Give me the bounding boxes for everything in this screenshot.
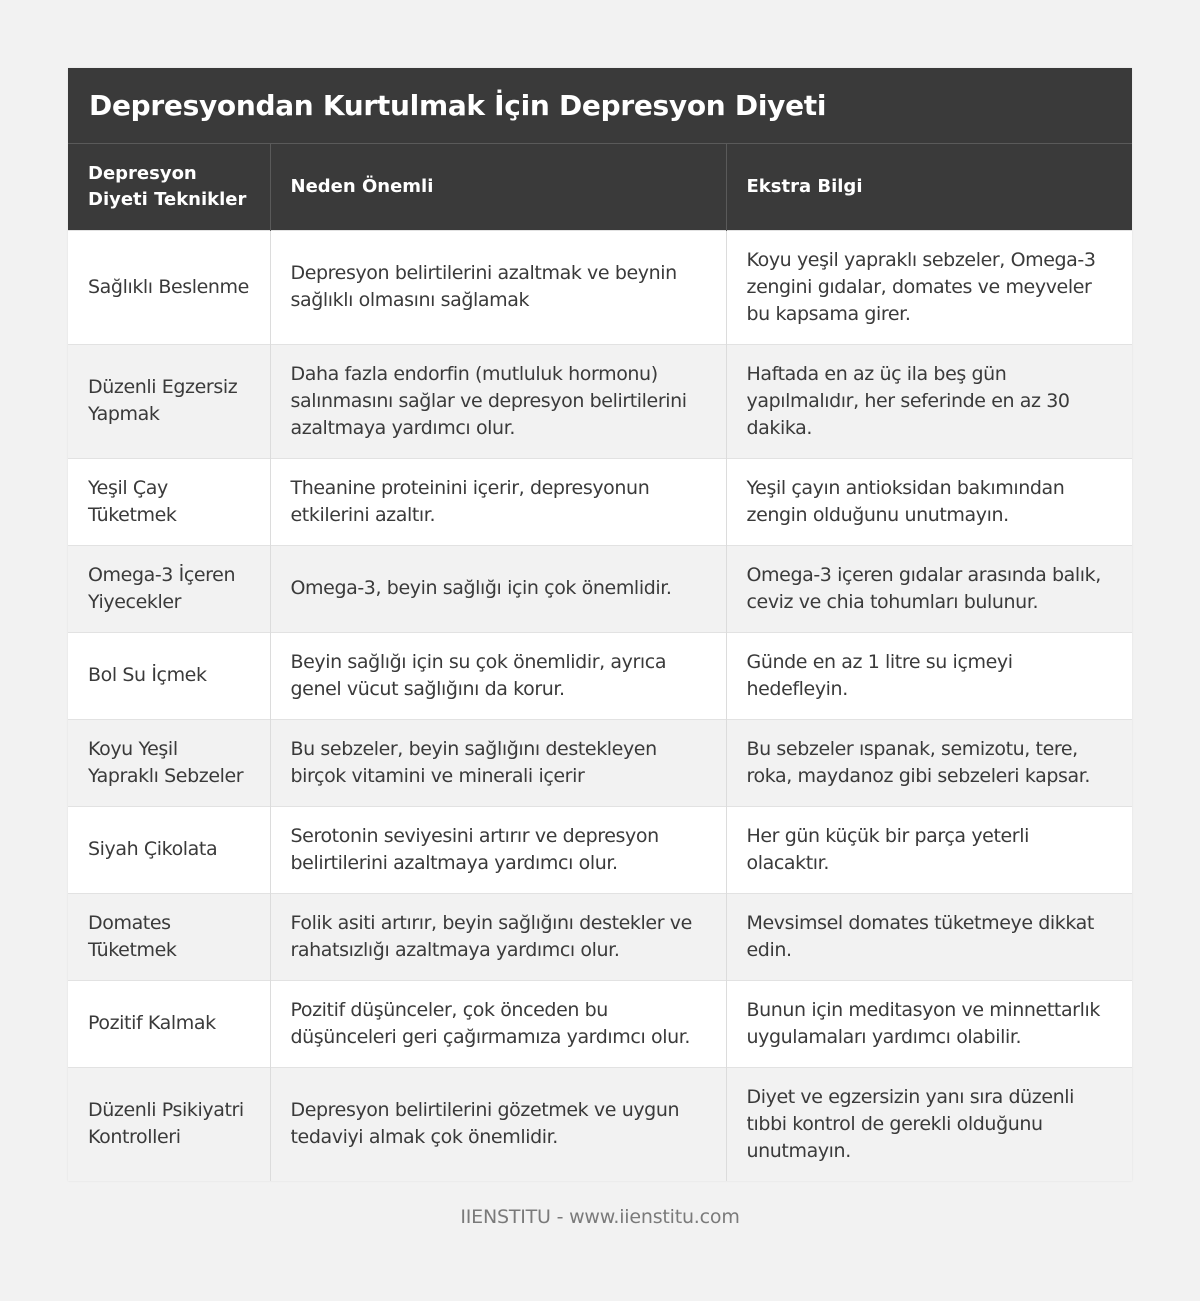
cell-technique: Pozitif Kalmak <box>68 980 270 1067</box>
table-row <box>68 545 1132 632</box>
cell-importance: Pozitif düşünceler, çok önceden bu düşünceleri geri çağırmamıza yardımcı olur. <box>270 980 726 1067</box>
table-row <box>68 719 1132 806</box>
cell-extra-info: Yeşil çayın antioksidan bakımından zengin olduğunu unutmayın. <box>726 458 1132 545</box>
column-header-extra-info: Ekstra Bilgi <box>726 144 1132 230</box>
cell-extra-info: Bu sebzeler ıspanak, semizotu, tere, roka, maydanoz gibi sebzeleri kapsar. <box>726 719 1132 806</box>
cell-importance: Beyin sağlığı için su çok önemlidir, ayrıca genel vücut sağlığını da korur. <box>270 632 726 719</box>
cell-technique: Sağlıklı Beslenme <box>68 230 270 344</box>
cell-importance: Theanine proteinini içerir, depresyonun etkilerini azaltır. <box>270 458 726 545</box>
cell-technique: Omega-3 İçeren Yiyecekler <box>68 545 270 632</box>
cell-extra-info: Her gün küçük bir parça yeterli olacaktır. <box>726 806 1132 893</box>
table-header-row <box>68 144 1132 230</box>
cell-importance: Omega-3, beyin sağlığı için çok önemlidir. <box>270 545 726 632</box>
column-header-technique: Depresyon Diyeti Teknikler <box>68 144 270 230</box>
diet-table <box>68 144 1132 1181</box>
cell-technique: Domates Tüketmek <box>68 893 270 980</box>
table-title: Depresyondan Kurtulmak İçin Depresyon Diyeti <box>89 89 827 122</box>
cell-importance: Daha fazla endorfin (mutluluk hormonu) salınmasını sağlar ve depresyon belirtilerini azaltmaya yardımcı olur. <box>270 344 726 458</box>
footer-credit: IIENSTITU - www.iienstitu.com <box>460 1206 740 1228</box>
cell-technique: Siyah Çikolata <box>68 806 270 893</box>
cell-technique: Düzenli Egzersiz Yapmak <box>68 344 270 458</box>
table-row <box>68 632 1132 719</box>
cell-importance: Depresyon belirtilerini gözetmek ve uygun tedaviyi almak çok önemlidir. <box>270 1067 726 1181</box>
cell-technique: Düzenli Psikiyatri Kontrolleri <box>68 1067 270 1181</box>
cell-extra-info: Günde en az 1 litre su içmeyi hedefleyin. <box>726 632 1132 719</box>
cell-extra-info: Diyet ve egzersizin yanı sıra düzenli tıbbi kontrol de gerekli olduğunu unutmayın. <box>726 1067 1132 1181</box>
cell-technique: Bol Su İçmek <box>68 632 270 719</box>
cell-importance: Folik asiti artırır, beyin sağlığını destekler ve rahatsızlığı azaltmaya yardımcı olur. <box>270 893 726 980</box>
table-row <box>68 344 1132 458</box>
table-title-bar <box>68 68 1132 144</box>
cell-importance: Bu sebzeler, beyin sağlığını destekleyen birçok vitamini ve minerali içerir <box>270 719 726 806</box>
cell-extra-info: Omega-3 içeren gıdalar arasında balık, ceviz ve chia tohumları bulunur. <box>726 545 1132 632</box>
cell-importance: Depresyon belirtilerini azaltmak ve beynin sağlıklı olmasını sağlamak <box>270 230 726 344</box>
table-row <box>68 230 1132 344</box>
cell-extra-info: Haftada en az üç ila beş gün yapılmalıdır, her seferinde en az 30 dakika. <box>726 344 1132 458</box>
table-row <box>68 806 1132 893</box>
table-row <box>68 458 1132 545</box>
table-row <box>68 980 1132 1067</box>
table-row <box>68 893 1132 980</box>
cell-technique: Koyu Yeşil Yapraklı Sebzeler <box>68 719 270 806</box>
cell-importance: Serotonin seviyesini artırır ve depresyon belirtilerini azaltmaya yardımcı olur. <box>270 806 726 893</box>
cell-extra-info: Koyu yeşil yapraklı sebzeler, Omega-3 zengini gıdalar, domates ve meyveler bu kapsama girer. <box>726 230 1132 344</box>
diet-table-card <box>68 68 1132 1181</box>
cell-technique: Yeşil Çay Tüketmek <box>68 458 270 545</box>
cell-extra-info: Bunun için meditasyon ve minnettarlık uygulamaları yardımcı olabilir. <box>726 980 1132 1067</box>
cell-extra-info: Mevsimsel domates tüketmeye dikkat edin. <box>726 893 1132 980</box>
table-row <box>68 1067 1132 1181</box>
column-header-importance: Neden Önemli <box>270 144 726 230</box>
